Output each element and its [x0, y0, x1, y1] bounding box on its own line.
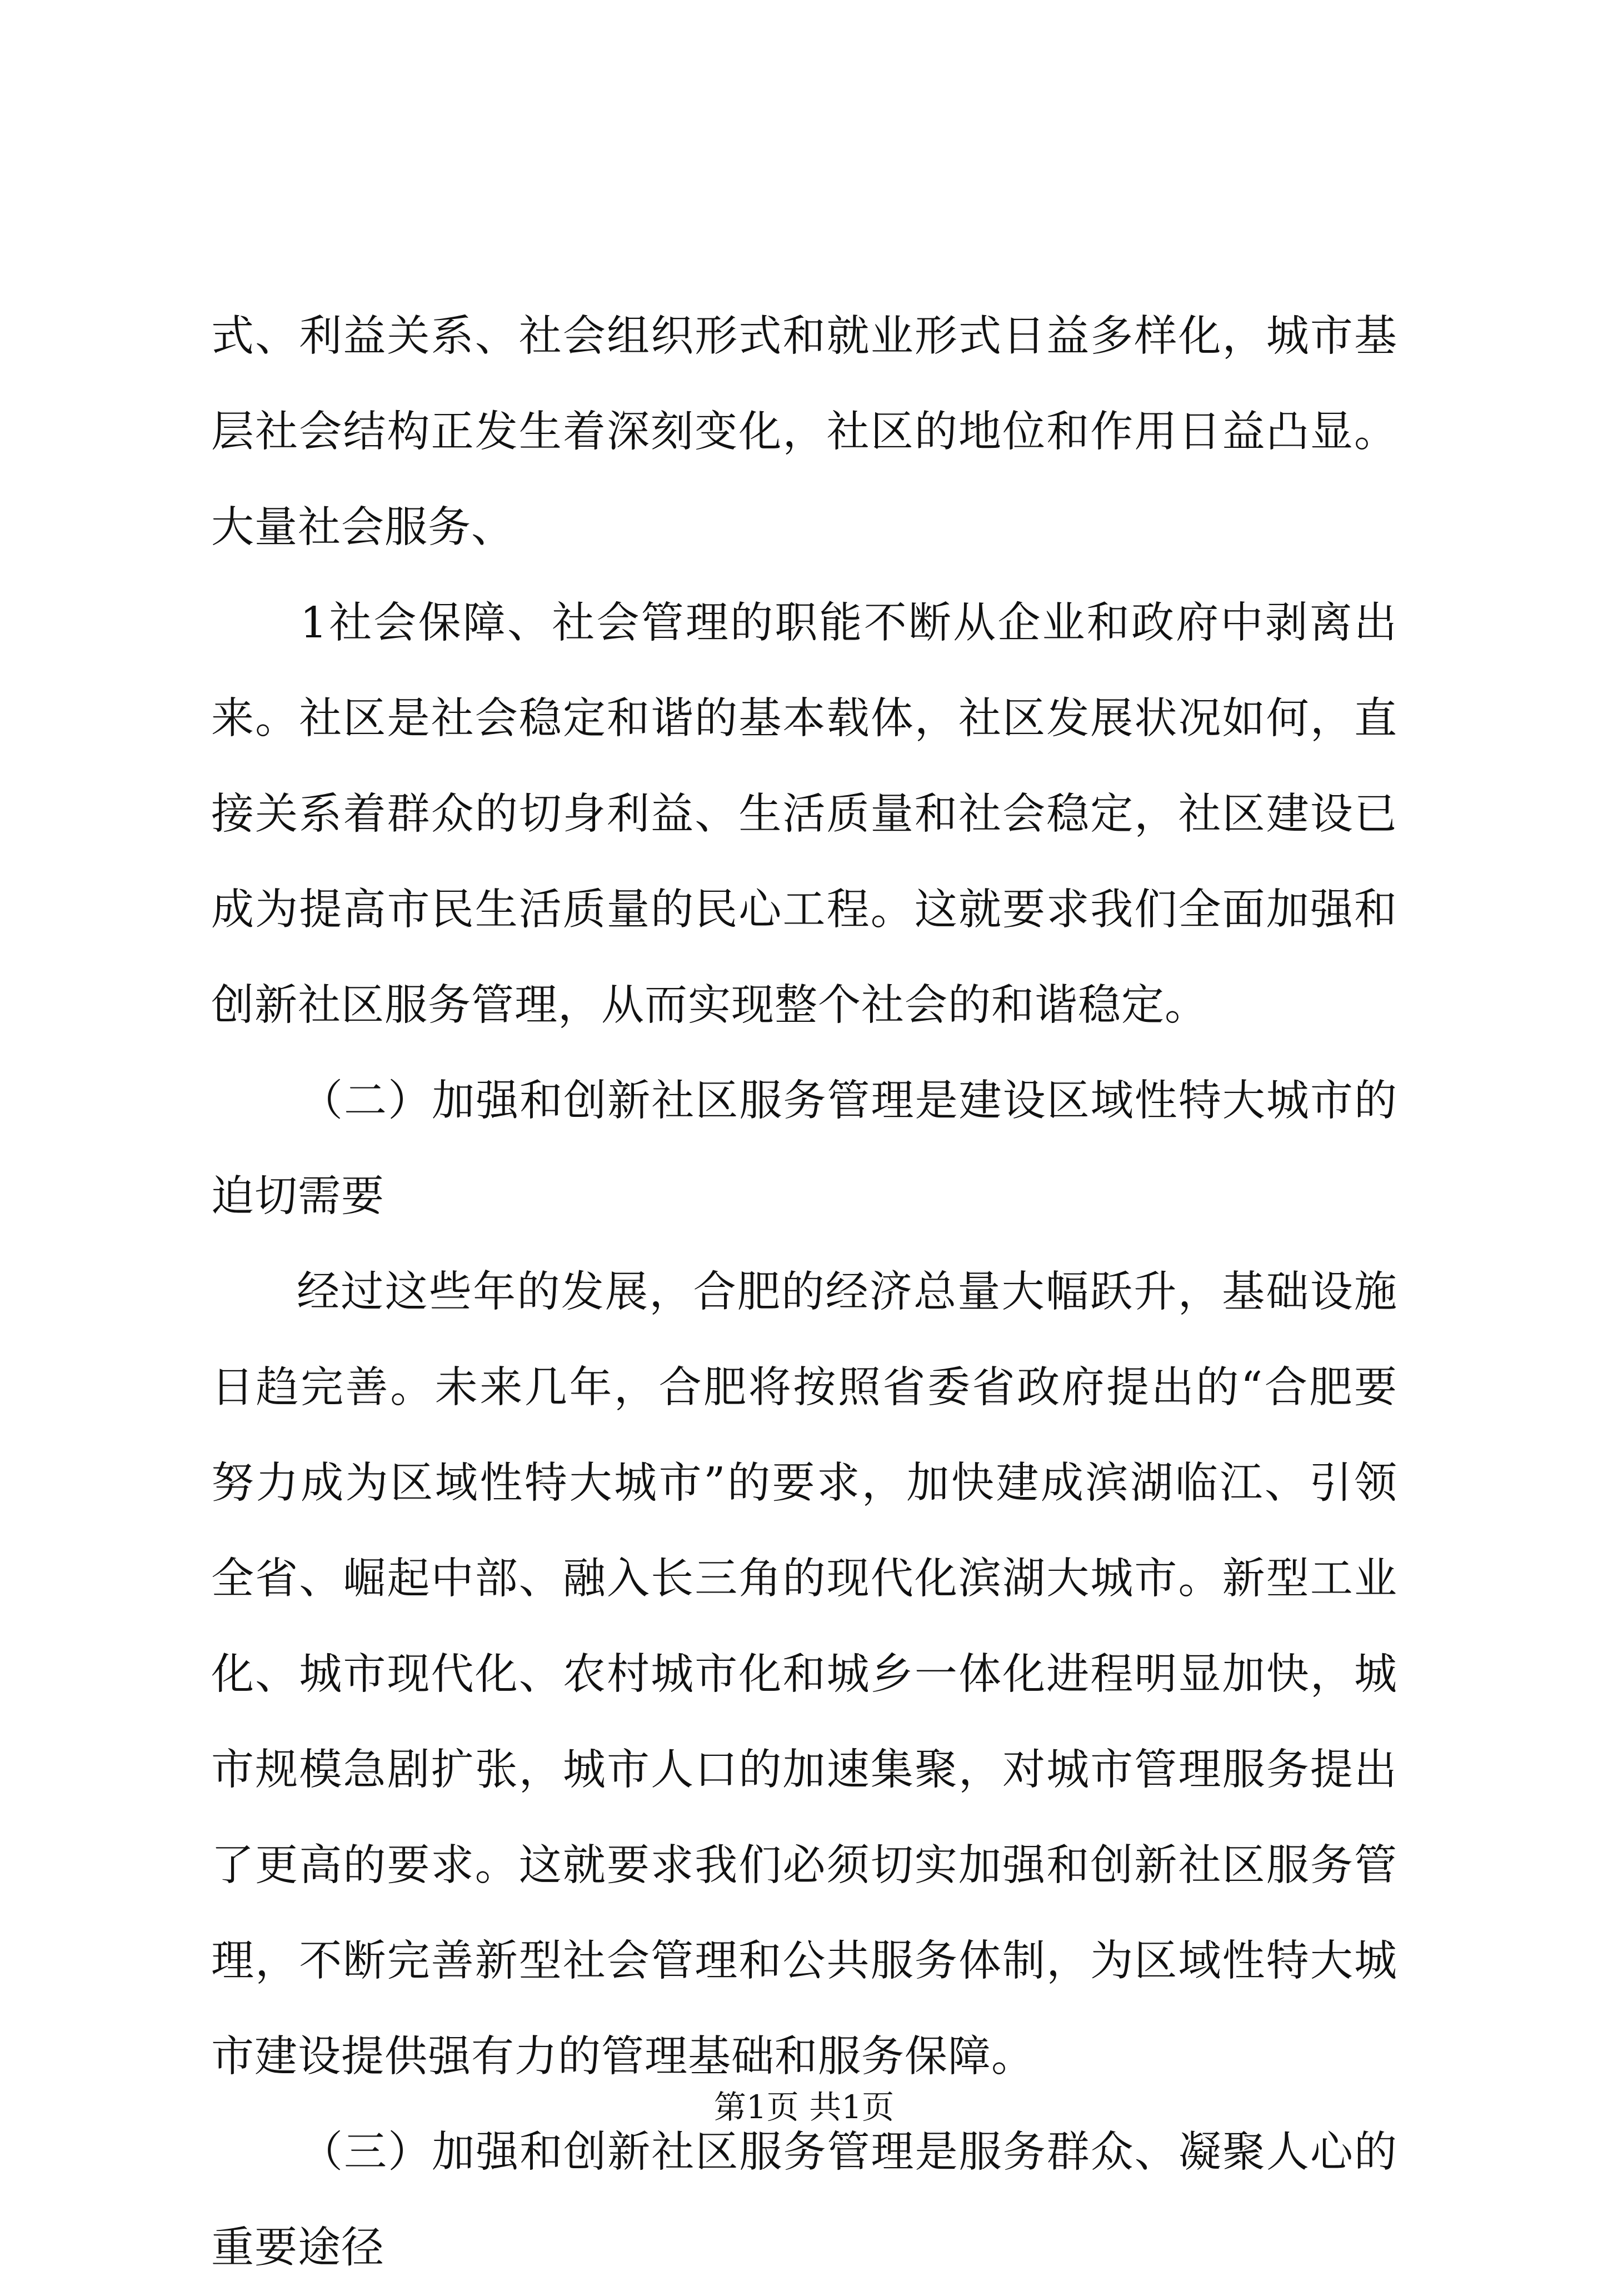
page-footer: [0, 2085, 1608, 2129]
page-number-label: 第1页 共1页: [713, 2088, 895, 2126]
document-body: [211, 289, 1397, 2296]
paragraph-social-security: 1社会保障、社会管理的职能不断从企业和政府中剥离出来。社区是社会稳定和谐的基本载体，社区发展状况如何，直接关系着群众的切身利益、生活质量和社会稳定，社区建设已成为提高市民生活质量的民心工程。这就要求我们全面加强和创新社区服务管理，从而实现整个社会的和谐稳定。: [211, 598, 1397, 1030]
paragraph-hefei-development: 经过这些年的发展，合肥的经济总量大幅跃升，基础设施日趋完善。未来几年，合肥将按照省委省政府提出的“合肥要努力成为区域性特大城市”的要求，加快建成滨湖临江、引领全省、崛起中部、融入长三角的现代化滨湖大城市。新型工业化、城市现代化、农村城市化和城乡一体化进程明显加快，城市规模急剧扩张，城市人口的加速集聚，对城市管理服务提出了更高的要求。这就要求我们必须切实加强和创新社区服务管理，不断完善新型社会管理和公共服务体制，为区域性特大城市建设提供强有力的管理基础和服务保障。: [211, 1267, 1397, 2082]
section-heading-2: （二）加强和创新社区服务管理是建设区域性特大城市的迫切需要: [211, 1076, 1397, 1221]
paragraph-continuation: 式、利益关系、社会组织形式和就业形式日益多样化，城市基层社会结构正发生着深刻变化，社区的地位和作用日益凸显。大量社会服务、: [211, 312, 1397, 552]
section-heading-3: （三）加强和创新社区服务管理是服务群众、凝聚人心的重要途径: [211, 2128, 1397, 2273]
